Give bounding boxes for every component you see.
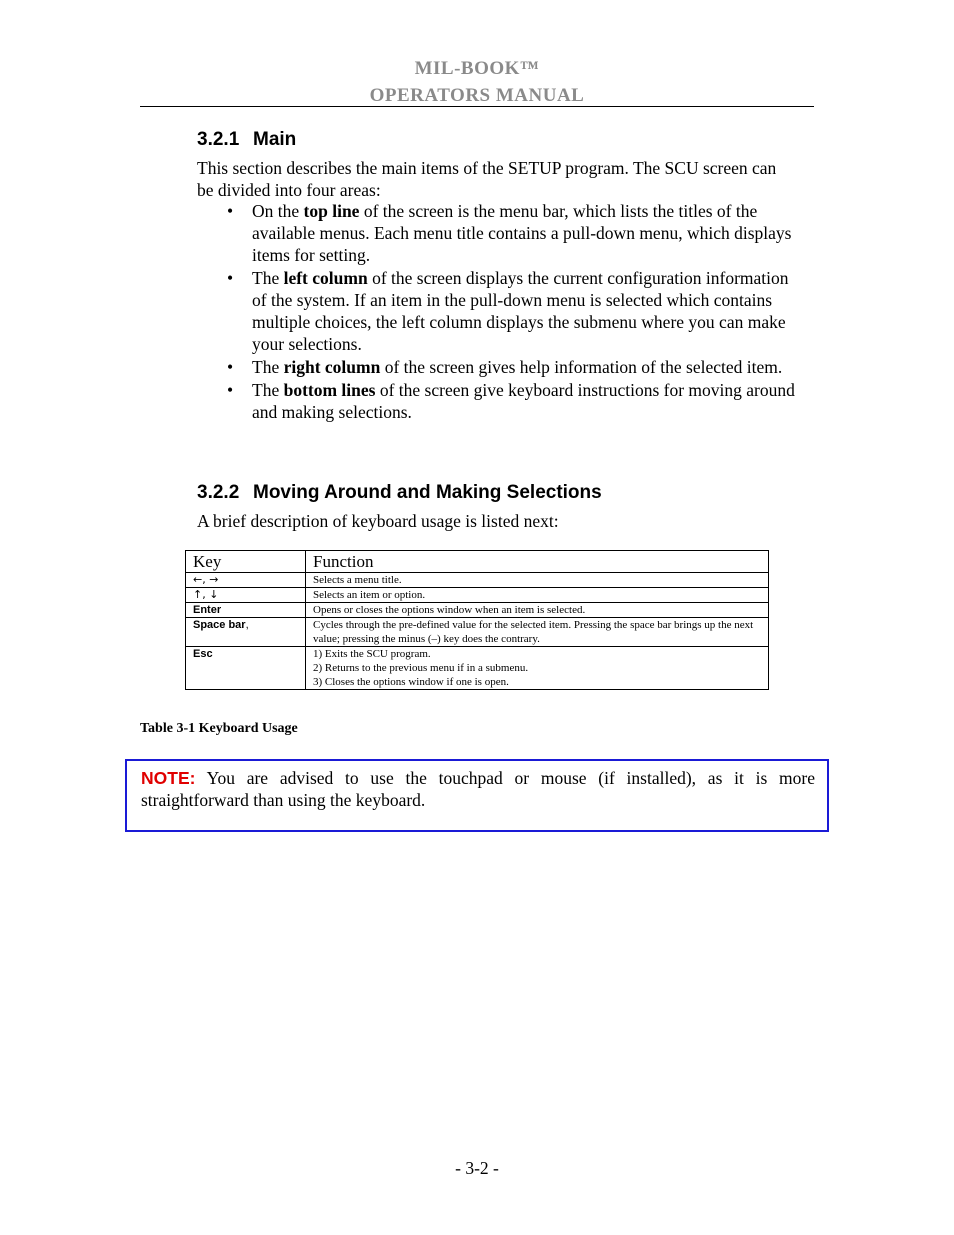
column-header-key: Key <box>186 551 306 573</box>
section-intro-main: This section describes the main items of the SETUP program. The SCU screen can be divided into four areas: <box>197 158 777 200</box>
list-item: • The right column of the screen gives help information of the selected item. <box>227 357 783 377</box>
note-text <box>141 767 815 811</box>
note-box <box>125 759 829 832</box>
bullet-marker: • <box>227 201 234 221</box>
bullet-list <box>197 200 797 424</box>
note-label: NOTE: <box>141 768 196 788</box>
bullet-marker: • <box>227 380 234 400</box>
table-caption: Table 3-1 Keyboard Usage <box>140 721 298 736</box>
header-manual-title: OPERATORS MANUAL <box>369 85 585 106</box>
function-cell: Opens or closes the options window when an item is selected. <box>306 603 769 618</box>
bold-term: bottom lines <box>283 380 376 400</box>
function-cell: Selects a menu title. <box>306 573 769 588</box>
header-rule <box>140 106 814 107</box>
list-item: • On the top line of the screen is the menu bar, which lists the titles of the available menus. Each menu title contains a pull-down menu, which displays items for setting. <box>227 201 792 265</box>
list-item: • The left column of the screen displays the current configuration information of the system. If an item in the pull-down menu is selected which contains multiple choices, the left column displays the submenu where you can make your selections. <box>227 268 789 354</box>
page-number: - 3-2 - <box>455 1158 499 1178</box>
key-cell: ←, → <box>186 573 306 588</box>
header-product: MIL-BOOK™ <box>414 58 540 79</box>
list-item: • The bottom lines of the screen give keyboard instructions for moving around and making selections. <box>227 380 795 422</box>
bold-term: right column <box>283 357 381 377</box>
function-cell: Cycles through the pre-defined value for the selected item. Pressing the space bar brings up the next value; pressing the minus (–) key does the contrary. <box>306 618 769 647</box>
note-body: You are advised to use the touchpad or mouse (if installed), as it is more straightforward than using the keyboard. <box>141 768 815 810</box>
section-intro-moving: A brief description of keyboard usage is listed next: <box>197 511 559 531</box>
bold-term: top line <box>303 201 360 221</box>
section-number: 3.2.2 <box>197 482 240 503</box>
section-heading-main <box>197 129 296 151</box>
key-cell: Enter <box>186 603 306 618</box>
table-row <box>186 573 769 588</box>
table-row <box>186 588 769 603</box>
bullet-marker: • <box>227 268 234 288</box>
running-header <box>140 55 814 109</box>
column-header-function: Function <box>306 551 769 573</box>
table-row <box>186 647 769 690</box>
section-title: Moving Around and Making Selections <box>253 482 602 503</box>
key-cell: Esc <box>186 647 306 690</box>
section-title: Main <box>253 129 297 150</box>
keyboard-usage-table <box>185 550 769 690</box>
key-cell: Space bar, <box>186 618 306 647</box>
function-cell: Selects an item or option. <box>306 588 769 603</box>
table-row <box>186 618 769 647</box>
bold-term: left column <box>283 268 368 288</box>
table-header-row <box>186 551 769 573</box>
function-cell: 1) Exits the SCU program. 2) Returns to the previous menu if in a submenu. 3) Closes the options window if one is open. <box>306 647 769 690</box>
key-cell: ↑, ↓ <box>186 588 306 603</box>
section-heading-moving <box>197 482 602 504</box>
table-row <box>186 603 769 618</box>
bullet-marker: • <box>227 357 234 377</box>
section-number: 3.2.1 <box>197 129 240 150</box>
